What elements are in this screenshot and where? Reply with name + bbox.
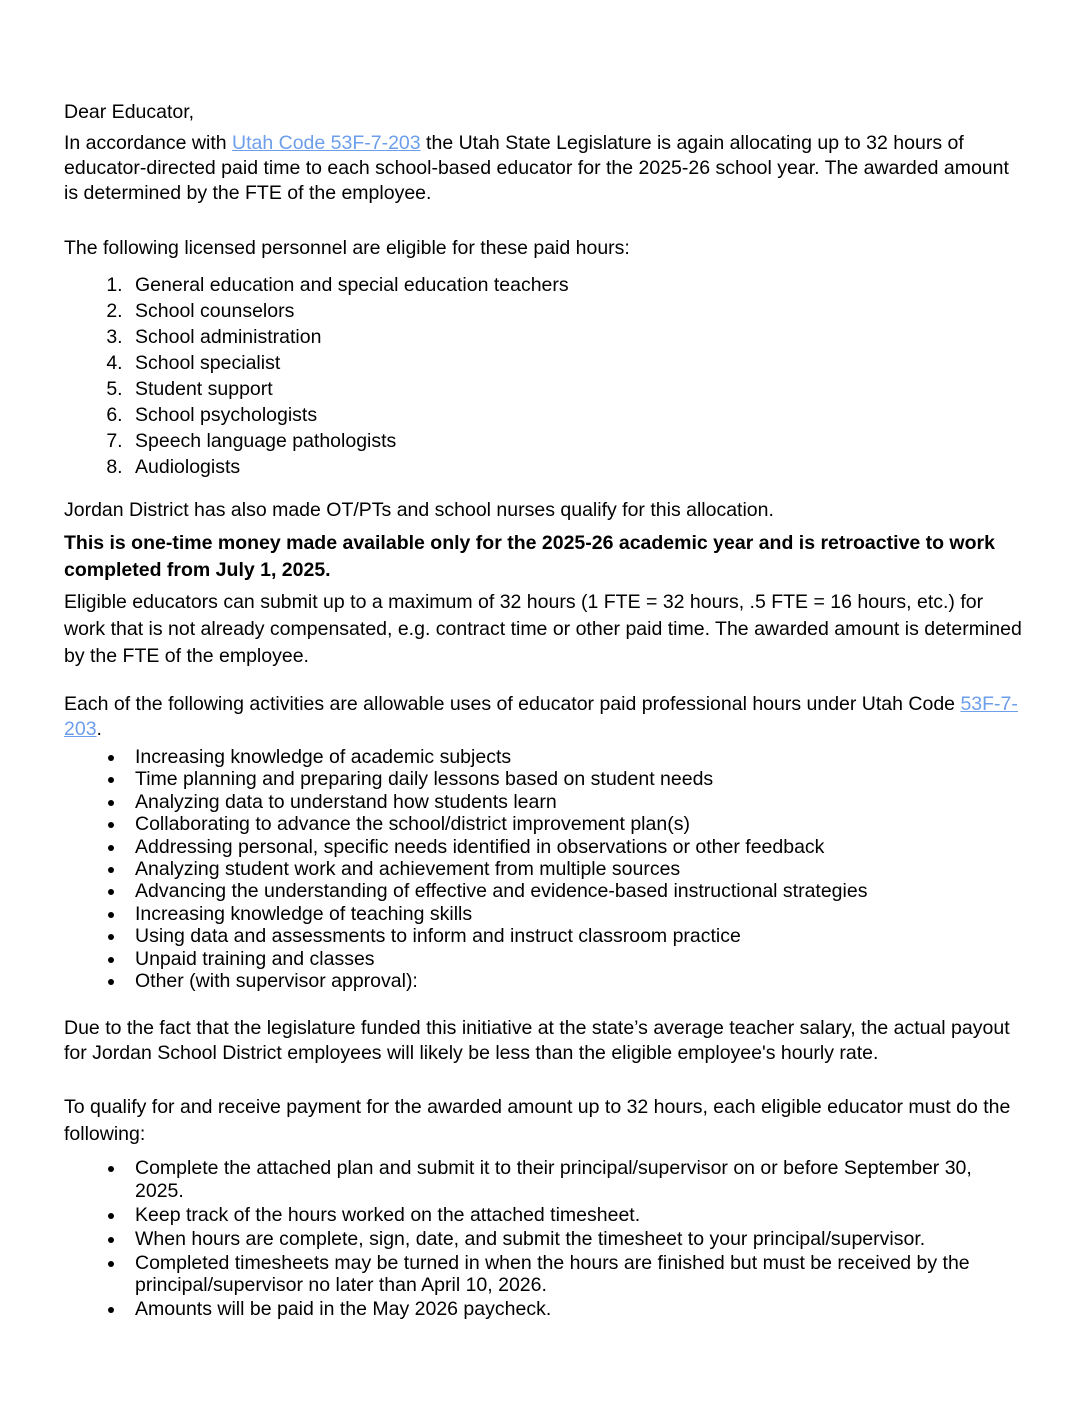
list-item: • Completed timesheets may be turned in when the hours are finished but must be received by the principal/supervisor no later than April 10, 2026. (126, 1252, 1024, 1298)
salutation: Dear Educator, (64, 101, 195, 123)
list-item: • Complete the attached plan and submit it to their principal/supervisor on or before September 30, 2025. (126, 1157, 1024, 1203)
intro-text-after-link: the Utah State Legislature is again allocating up to 32 hours of educator-directed paid time to each school-based educator for the 2025-26 school year. The awarded amount is determined by the FTE of the employee. (64, 132, 1009, 204)
list-item: 7. Speech language pathologists (128, 428, 1024, 454)
list-item: • Increasing knowledge of academic subjects (126, 746, 1024, 768)
list-item: • Analyzing student work and achievement from multiple sources (126, 858, 1024, 880)
utah-code-link[interactable]: Utah Code 53F-7-203 (232, 132, 421, 154)
list-item: • Increasing knowledge of teaching skills (126, 903, 1024, 925)
intro-text-before-link: In accordance with (64, 132, 233, 154)
list-item: • Analyzing data to understand how students learn (126, 791, 1024, 813)
list-item: 6. School psychologists (128, 402, 1024, 428)
payout-note: Due to the fact that the legislature funded this initiative at the state’s average teacher salary, the actual payout for Jordan School District employees will likely be less than the eligible employee's hourly rate. (64, 1017, 1010, 1065)
allowable-activities-list (64, 746, 1024, 992)
list-item: • Keep track of the hours worked on the attached timesheet. (126, 1204, 1024, 1227)
list-item: 3. School administration (128, 324, 1024, 350)
activities-intro-before-link: Each of the following activities are allowable uses of educator paid professional hours under Utah Code (64, 693, 961, 715)
eligibility-heading: The following licensed personnel are eligible for these paid hours: (64, 237, 630, 259)
qualification-steps-list (64, 1157, 1024, 1321)
activities-intro-paragraph (64, 692, 1024, 742)
submission-rules: Eligible educators can submit up to a maximum of 32 hours (1 FTE = 32 hours, .5 FTE = 16 hours, etc.) for work that is not already compensated, e.g. contract time or other paid time. The awarded amount is determined by the FTE of the employee. (64, 591, 1022, 667)
utah-code-link-2[interactable]: 53F-7-203 (64, 693, 1018, 740)
list-item: 2. School counselors (128, 298, 1024, 324)
jordan-district-note: Jordan District has also made OT/PTs and school nurses qualify for this allocation. (64, 499, 774, 521)
list-item: • Unpaid training and classes (126, 948, 1024, 970)
list-item: • Advancing the understanding of effective and evidence-based instructional strategies (126, 880, 1024, 902)
list-item: • Collaborating to advance the school/district improvement plan(s) (126, 813, 1024, 835)
list-item: 8. Audiologists (128, 454, 1024, 480)
activities-intro-after-link: . (96, 718, 102, 740)
one-time-money-notice: This is one-time money made available only for the 2025-26 academic year and is retroactive to work completed from July 1, 2025. (64, 532, 995, 581)
list-item: • Amounts will be paid in the May 2026 paycheck. (126, 1298, 1024, 1321)
list-item: 4. School specialist (128, 350, 1024, 376)
list-item: • Time planning and preparing daily lessons based on student needs (126, 768, 1024, 790)
intro-paragraph (64, 131, 1024, 206)
list-item: • Other (with supervisor approval): (126, 970, 1024, 992)
list-item: • When hours are complete, sign, date, and submit the timesheet to your principal/supervisor. (126, 1228, 1024, 1251)
list-item: • Using data and assessments to inform and instruct classroom practice (126, 925, 1024, 947)
qualification-intro: To qualify for and receive payment for the awarded amount up to 32 hours, each eligible educator must do the following: (64, 1096, 1011, 1146)
list-item: • Addressing personal, specific needs identified in observations or other feedback (126, 836, 1024, 858)
list-item: 5. Student support (128, 376, 1024, 402)
eligible-personnel-list (64, 272, 1024, 480)
list-item: 1. General education and special education teachers (128, 272, 1024, 298)
